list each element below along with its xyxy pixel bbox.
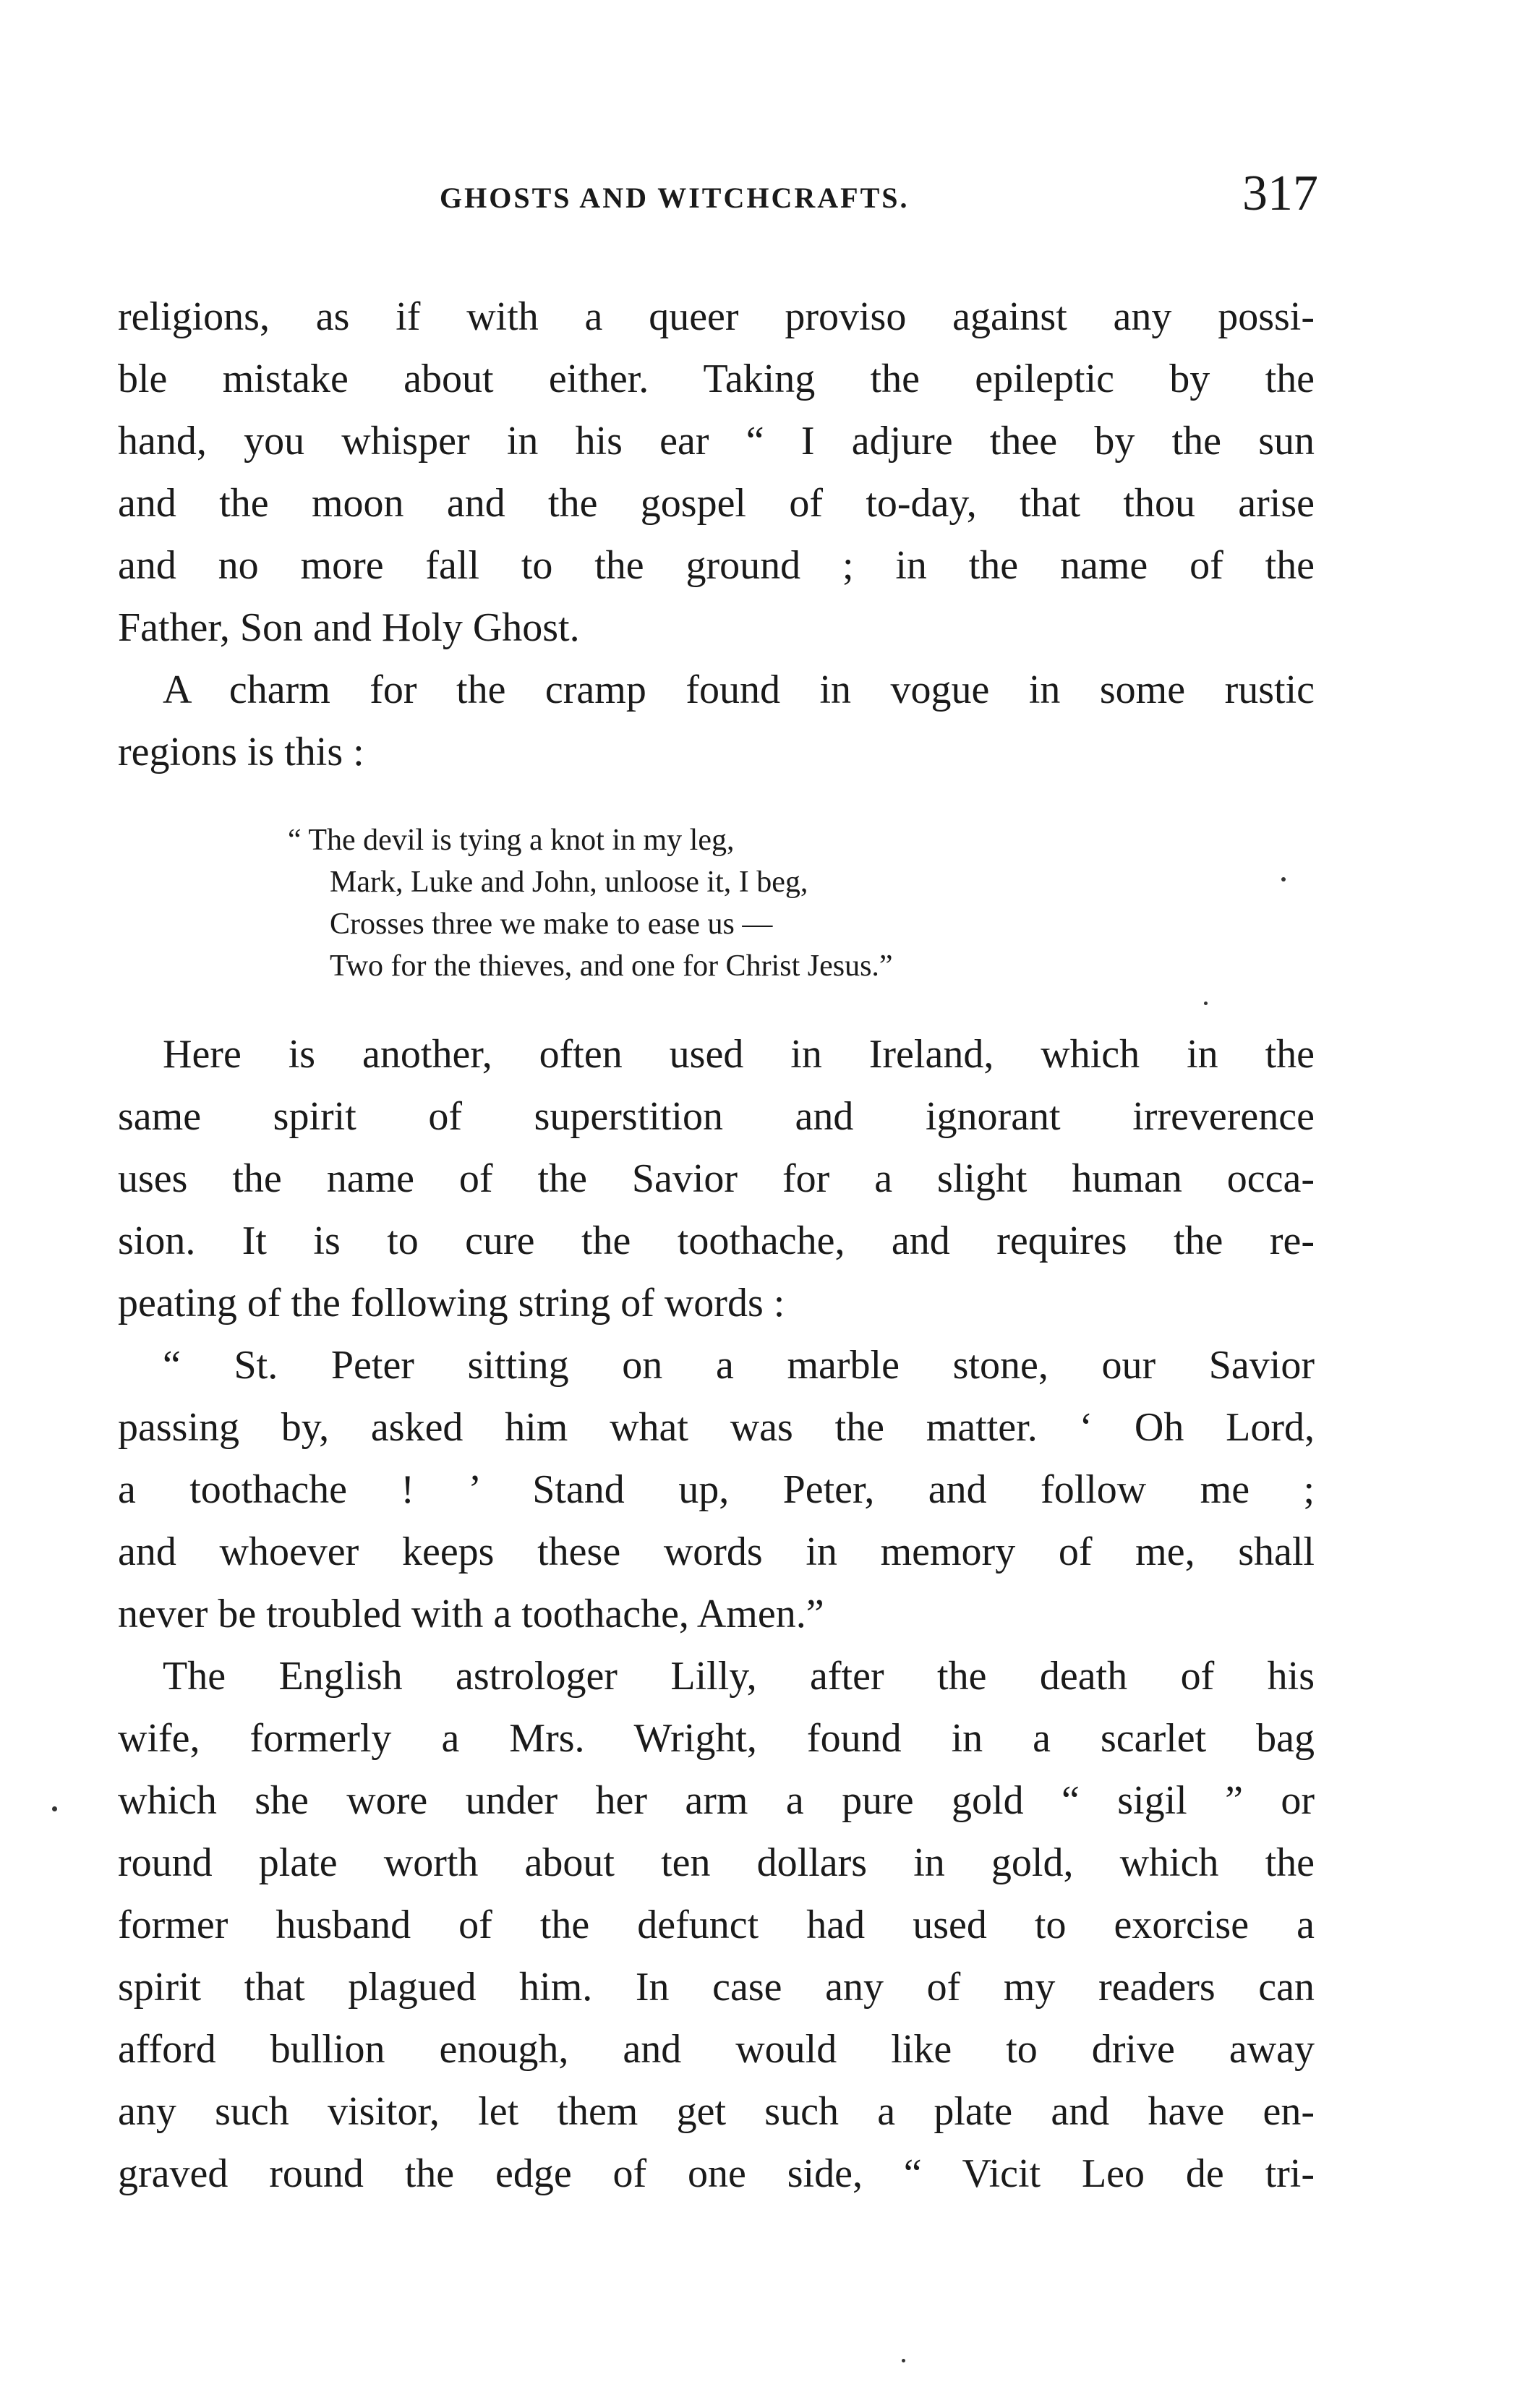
verse-line: Crosses three we make to ease us — [330, 908, 773, 941]
text-line: Here is another, often used in Ireland, which in the [163, 1032, 1315, 1077]
text-line: graved round the edge of one side, “ Vicit Leo de tri- [118, 2151, 1315, 2196]
text-line: never be troubled with a toothache, Amen.” [118, 1592, 824, 1636]
paragraph [118, 659, 1315, 783]
text-line: peating of the following string of words : [118, 1281, 785, 1325]
verse-line: Two for the thieves, and one for Christ Jesus.” [330, 949, 893, 983]
text-line: afford bullion enough, and would like to drive away [118, 2027, 1315, 2072]
text-line: and the moon and the gospel of to-day, that thou arise [118, 481, 1315, 526]
text-line: and no more fall to the ground ; in the name of the [118, 543, 1315, 588]
text-line: regions is this : [118, 730, 364, 774]
paragraph [118, 1023, 1315, 1334]
text-line: uses the name of the Savior for a slight human occa- [118, 1156, 1315, 1201]
text-line: a toothache ! ’ Stand up, Peter, and follow me ; [118, 1467, 1315, 1512]
text-line: and whoever keeps these words in memory of me, shall [118, 1529, 1315, 1574]
text-line: ble mistake about either. Taking the epileptic by the [118, 356, 1315, 401]
text-line: which she wore under her arm a pure gold “ sigil ” or [118, 1778, 1315, 1823]
text-line: “ St. Peter sitting on a marble stone, our Savior [163, 1343, 1315, 1388]
text-line: sion. It is to cure the toothache, and requires the re- [118, 1218, 1315, 1263]
text-line: Father, Son and Holy Ghost. [118, 605, 580, 650]
text-line: passing by, asked him what was the matter. ‘ Oh Lord, [118, 1405, 1315, 1450]
running-title: GHOSTS AND WITCHCRAFTS. [440, 182, 910, 214]
text-line: The English astrologer Lilly, after the death of his [163, 1654, 1315, 1699]
verse-line: Mark, Luke and John, unloose it, I beg, [330, 866, 808, 899]
text-line: round plate worth about ten dollars in gold, which the [118, 1840, 1315, 1885]
print-speck [52, 1806, 57, 1811]
print-speck [902, 2359, 905, 2362]
text-line: wife, formerly a Mrs. Wright, found in a scarlet bag [118, 1716, 1315, 1761]
text-line: same spirit of superstition and ignorant irreverence [118, 1094, 1315, 1139]
print-speck [1204, 1002, 1208, 1005]
text-line: religions, as if with a queer proviso against any possi- [118, 294, 1315, 339]
paragraph [118, 286, 1315, 659]
text-line: hand, you whisper in his ear “ I adjure thee by the sun [118, 419, 1315, 464]
print-speck [1281, 877, 1286, 881]
text-line: A charm for the cramp found in vogue in some rustic [163, 667, 1315, 712]
verse-line: “ The devil is tying a knot in my leg, [288, 824, 735, 857]
paragraph [118, 1645, 1315, 2205]
text-line: any such visitor, let them get such a plate and have en- [118, 2089, 1315, 2134]
body-text [118, 286, 1315, 2205]
text-line: spirit that plagued him. In case any of my readers can [118, 1965, 1315, 2010]
running-header [0, 165, 1525, 223]
verse-block [288, 819, 1315, 987]
text-line: former husband of the defunct had used to exorcise a [118, 1903, 1315, 1947]
page-number: 317 [1242, 166, 1318, 221]
paragraph [118, 1334, 1315, 1645]
